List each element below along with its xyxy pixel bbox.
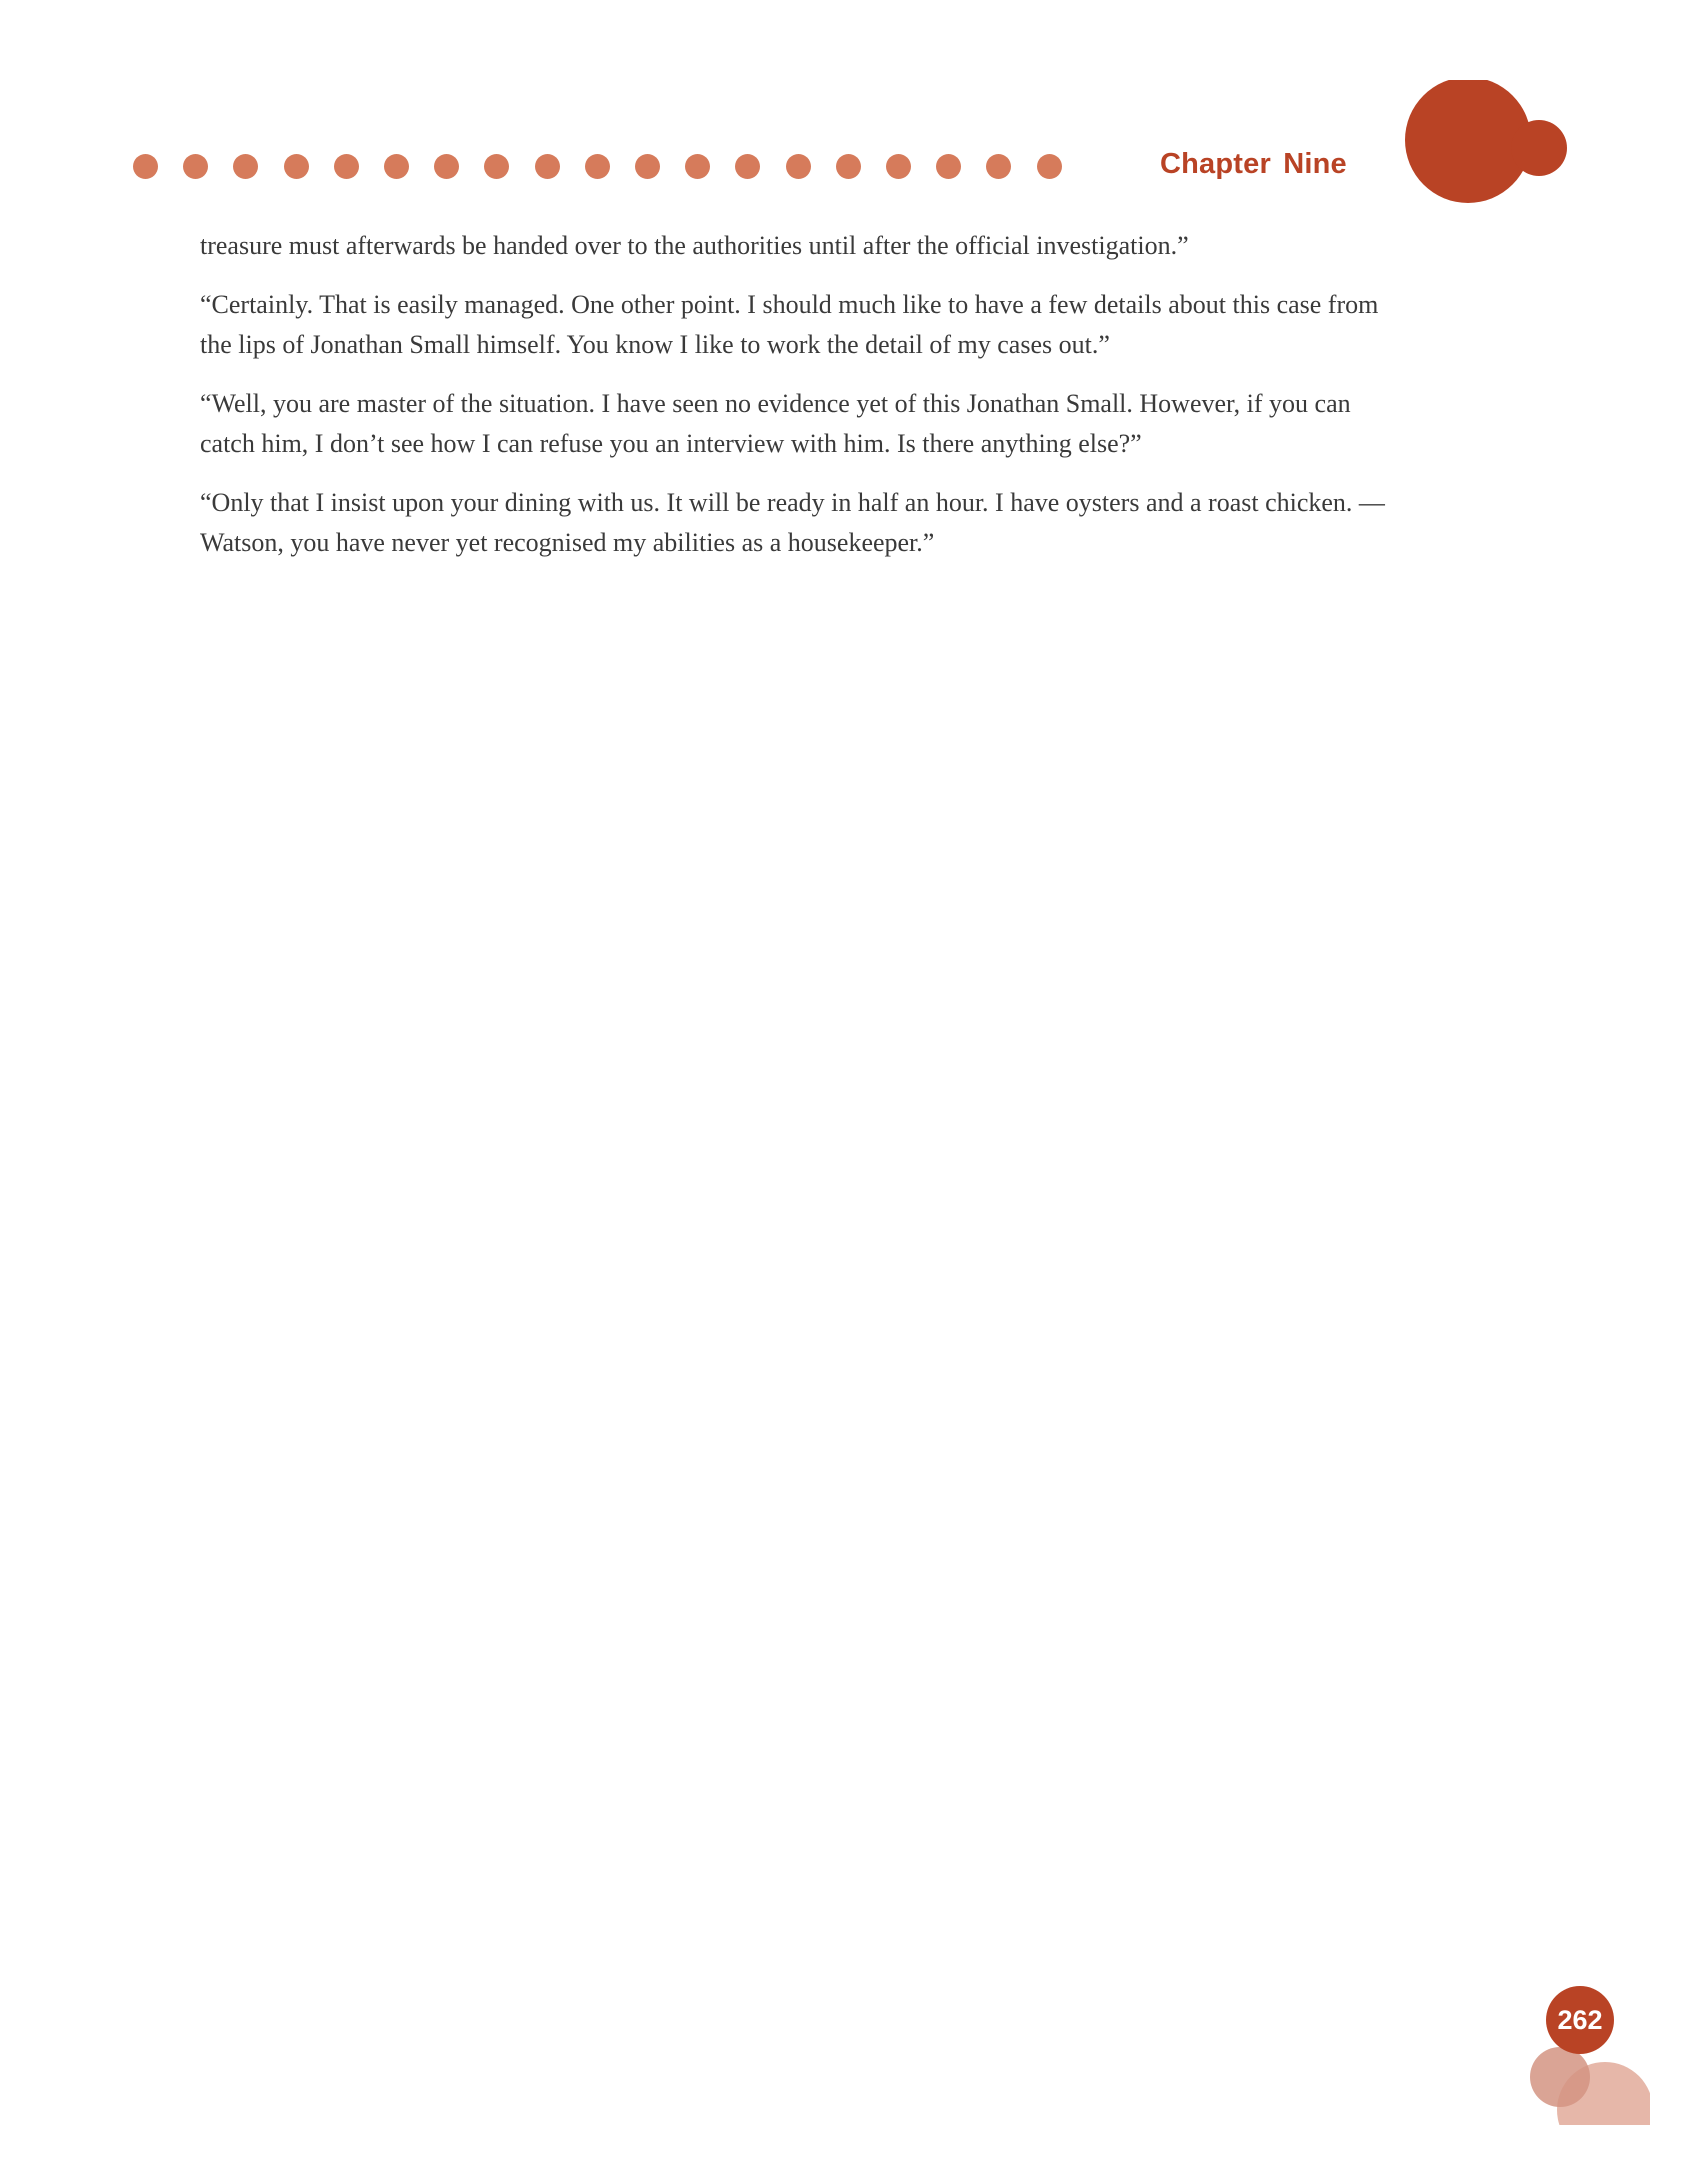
decorative-dot [1037, 154, 1062, 179]
paragraph: “Only that I insist upon your dining with us. It will be ready in half an hour. I have oysters and a roast chicken. —Watson, you have never yet recognised my abilities as a housekeeper.” [200, 488, 1385, 557]
decorative-dot [735, 154, 760, 179]
paragraph: “Well, you are master of the situation. I have seen no evidence yet of this Jonathan Small. However, if you can catch him, I don’t see how I can refuse you an interview with him. Is there anything else?” [200, 389, 1351, 458]
decorative-dot [334, 154, 359, 179]
decorative-dot [585, 154, 610, 179]
page-number: 262 [1557, 2005, 1603, 2035]
decorative-dot [384, 154, 409, 179]
page-number-badge [1510, 1985, 1650, 2125]
decorative-dot [685, 154, 710, 179]
body-text [200, 226, 1390, 582]
decorative-dot-row [133, 154, 1073, 184]
decorative-dot [183, 154, 208, 179]
decorative-dot [133, 154, 158, 179]
paragraph: “Certainly. That is easily managed. One other point. I should much like to have a few details about this case from the lips of Jonathan Small himself. You know I like to work the detail of my cases out.” [200, 290, 1379, 359]
chapter-title: Chapter Nine [1160, 148, 1347, 180]
small-circle-ornament [1511, 120, 1567, 176]
corner-circles-decoration [1395, 80, 1585, 205]
decorative-dot [986, 154, 1011, 179]
paragraph: treasure must afterwards be handed over to the authorities until after the official investigation.” [200, 231, 1189, 260]
decorative-dot [535, 154, 560, 179]
decorative-dot [233, 154, 258, 179]
decorative-dot [284, 154, 309, 179]
decorative-dot [886, 154, 911, 179]
decorative-dot [786, 154, 811, 179]
decorative-dot [836, 154, 861, 179]
folio-mid-circle [1530, 2047, 1590, 2107]
decorative-dot [434, 154, 459, 179]
decorative-dot [484, 154, 509, 179]
decorative-dot [936, 154, 961, 179]
decorative-dot [635, 154, 660, 179]
